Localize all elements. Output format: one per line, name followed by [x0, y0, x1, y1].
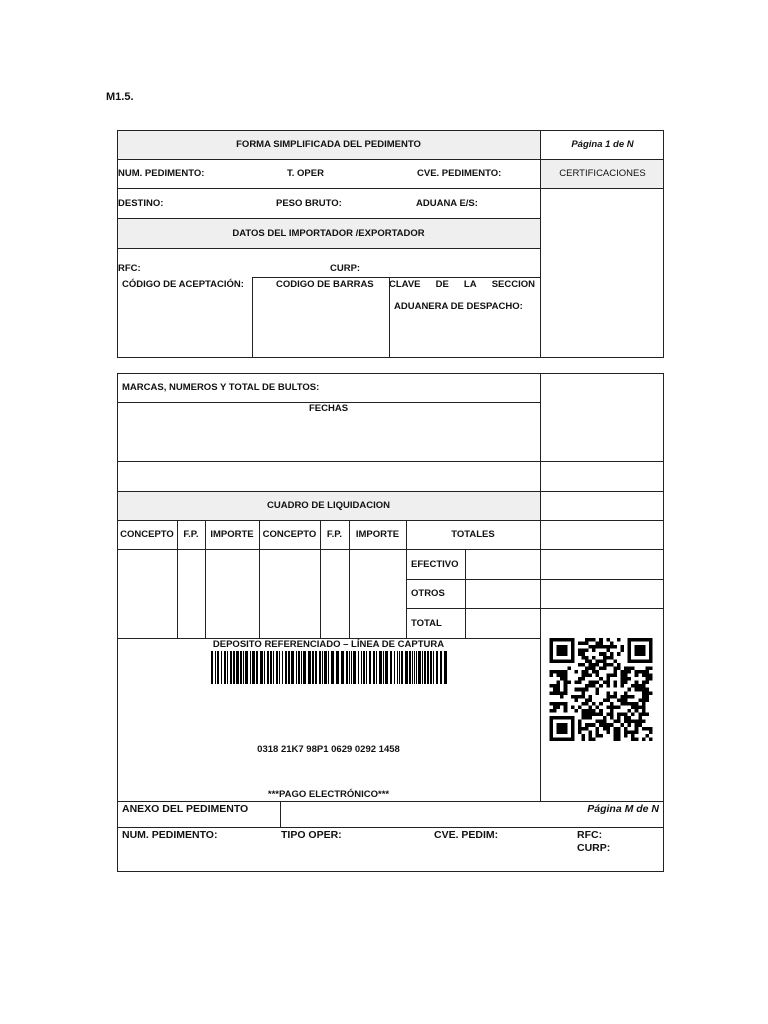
anexo-curp-label: CURP: [577, 842, 611, 854]
clave-word: LA [463, 279, 477, 290]
codigo-barras-label: CODIGO DE BARRAS [276, 279, 374, 290]
anexo-title: ANEXO DEL PEDIMENTO [122, 803, 249, 815]
header-concepto: CONCEPTO [262, 529, 317, 540]
importador-title: DATOS DEL IMPORTADOR /EXPORTADOR [232, 228, 425, 239]
clave-word: SECCION [491, 279, 535, 290]
aduanera-despacho-label: ADUANERA DE DESPACHO: [394, 301, 523, 312]
rfc-label: RFC: [118, 263, 141, 274]
barcode-icon [211, 651, 449, 684]
total-label: TOTAL [411, 618, 442, 629]
liquidacion-title: CUADRO DE LIQUIDACION [267, 500, 390, 511]
otros-label: OTROS [411, 588, 445, 599]
certificaciones-label: CERTIFICACIONES [559, 168, 646, 179]
header-concepto: CONCEPTO [120, 529, 174, 540]
aduana-label: ADUANA E/S: [416, 198, 478, 209]
page-indicator: Página 1 de N [571, 139, 634, 150]
fechas-label: FECHAS [308, 403, 349, 414]
efectivo-label: EFECTIVO [411, 559, 459, 570]
cve-pedimento-label: CVE. PEDIMENTO: [417, 168, 502, 179]
pago-electronico: ***PAGO ELECTRÓNICO*** [267, 789, 390, 800]
linea-captura: 0318 21K7 98P1 0629 0292 1458 [257, 744, 400, 755]
header-importe: IMPORTE [210, 529, 254, 540]
anexo-page-indicator: Página M de N [587, 803, 659, 815]
qr-code-icon [547, 638, 655, 741]
header-fp: F.P. [183, 529, 199, 540]
marcas-label: MARCAS, NUMEROS Y TOTAL DE BULTOS: [122, 382, 320, 393]
clave-word: CLAVE [389, 279, 421, 290]
codigo-aceptacion-label: CÓDIGO DE ACEPTACIÓN: [122, 279, 244, 290]
anexo-cve-pedim-label: CVE. PEDIM: [434, 829, 499, 841]
destino-label: DESTINO: [118, 198, 164, 209]
header-importe: IMPORTE [355, 529, 400, 540]
anexo-rfc-label: RFC: [577, 829, 603, 841]
section1-border [117, 130, 664, 358]
document-code: M1.5. [106, 91, 134, 103]
clave-word: DE [435, 279, 449, 290]
form-title: FORMA SIMPLIFICADA DEL PEDIMENTO [236, 139, 421, 150]
anexo-num-pedimento-label: NUM. PEDIMENTO: [122, 829, 218, 841]
totales-header: TOTALES [451, 529, 495, 540]
deposito-title: DEPOSITO REFERENCIADO – LÍNEA DE CAPTURA [212, 639, 445, 650]
anexo-tipo-oper-label: TIPO OPER: [281, 829, 342, 841]
header-fp: F.P. [326, 529, 343, 540]
curp-label: CURP: [330, 263, 361, 274]
t-oper-label: T. OPER [287, 168, 324, 179]
num-pedimento-label: NUM. PEDIMENTO: [118, 168, 205, 179]
clave-seccion-label [389, 279, 535, 290]
peso-bruto-label: PESO BRUTO: [276, 198, 342, 209]
